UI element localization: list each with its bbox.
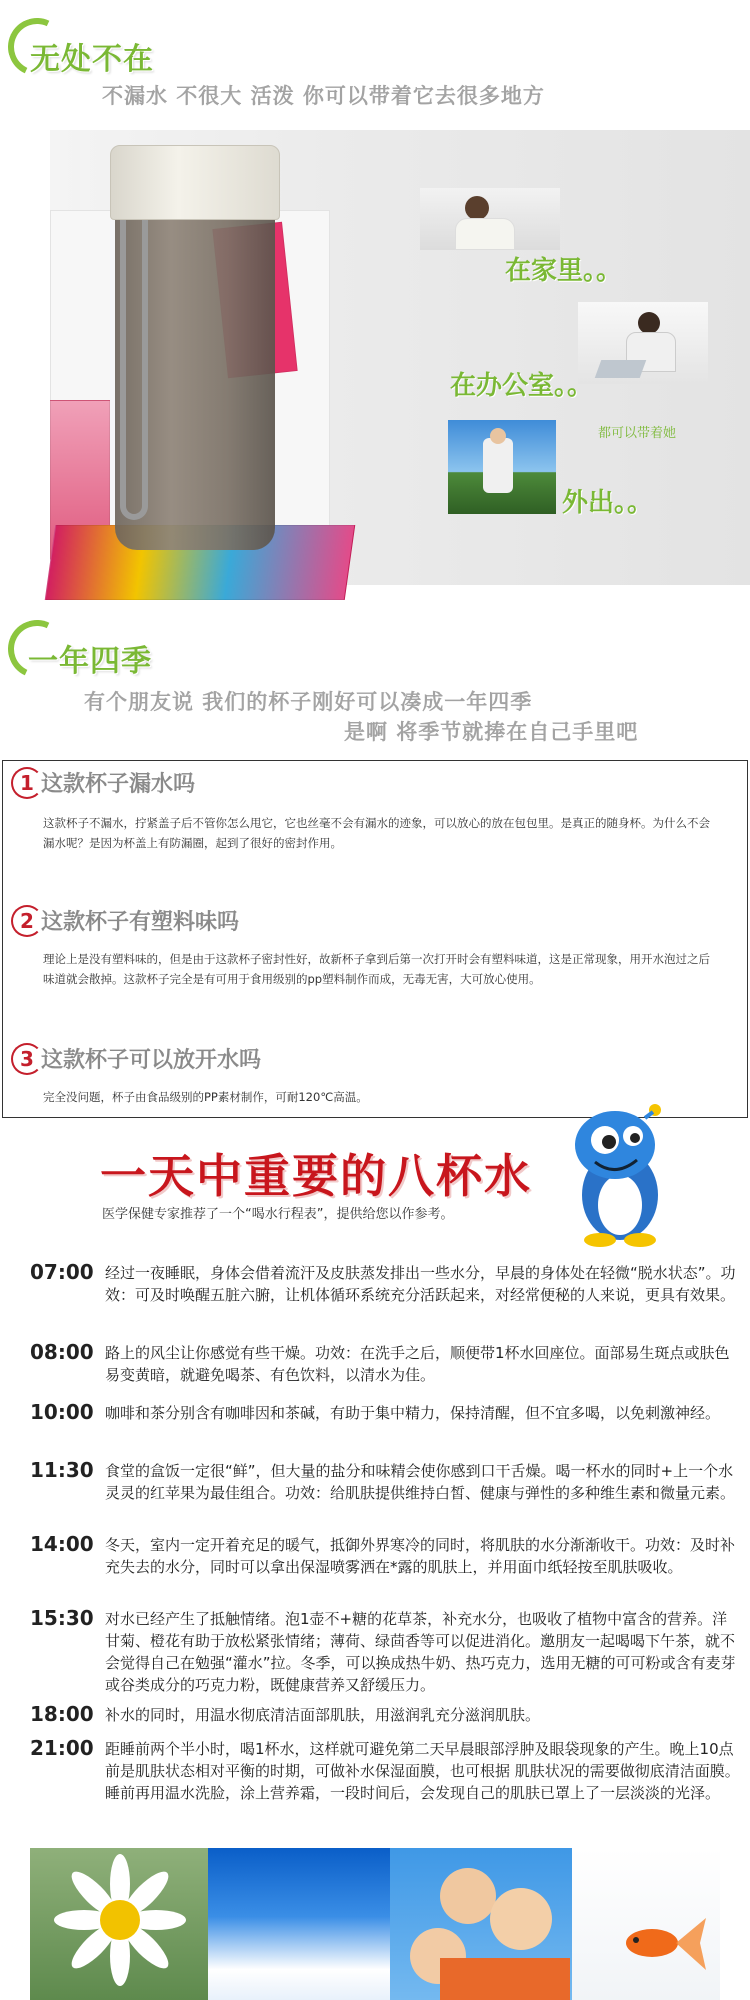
photo-home [420,188,560,250]
faq-number: 1 [11,767,43,799]
label-at-office: 在办公室。。 [450,371,594,401]
faq-question: 这款杯子有塑料味吗 [41,910,240,935]
schedule-text: 经过一夜睡眠，身体会借着流汗及皮肤蒸发排出一些水分，早晨的身体处在轻微“脱水状态”。功效：可及时唤醒五脏六腑，让机体循环系统充分活跃起来，对经常便秘的人来说，更具有效果。 [105,1264,736,1304]
schedule-item [30,1736,740,1830]
schedule-time: 10:00 [30,1400,94,1424]
section-title: 一年四季 [28,644,152,679]
mascot-icon [555,1100,685,1250]
schedule-time: 11:30 [30,1458,94,1482]
section-header-everywhere [0,0,750,120]
schedule-text: 冬天，室内一定开着充足的暖气，抵御外界寒冷的同时，将肌肤的水分渐渐收干。功效：及时补充失去的水分，同时可以拿出保湿喷雾洒在*露的肌肤上，并用面巾纸轻按至肌肤吸收。 [105,1536,736,1576]
faq-answer: 这款杯子不漏水，拧紧盖子后不管你怎么甩它，它也丝毫不会有漏水的迹象，可以放心的放在包包里。是真正的随身杯。为什么不会漏水呢？是因为杯盖上有防漏圈，起到了很好的密封作用。 [43,816,710,850]
section-title: 无处不在 [30,42,154,77]
photo-kids [390,1848,572,2000]
schedule-item [30,1702,720,1730]
photo-office [578,302,708,384]
schedule-item [30,1260,736,1330]
section-subtitle: 不漏水 不很大 活泼 你可以带着它去很多地方 [102,84,545,108]
faq-number: 3 [11,1043,43,1075]
label-outdoors: 外出。。 [562,488,654,518]
schedule-time: 21:00 [30,1736,94,1760]
schedule-item [30,1400,720,1450]
section-header-four-seasons [0,610,750,750]
schedule-text: 咖啡和茶分别含有咖啡因和茶碱，有助于集中精力，保持清醒，但不宜多喝，以免刺激神经。 [105,1404,721,1422]
photo-outdoors [448,420,556,514]
label-at-home: 在家里。。 [505,256,623,286]
label-carry-note: 都可以带着她 [598,426,677,441]
section-subtitle-line1: 有个朋友说 我们的杯子刚好可以凑成一年四季 [84,690,533,714]
schedule-text: 距睡前两个半小时，喝1杯水，这样就可避免第二天早晨眼部浮肿及眼袋现象的产生。晚上10点前是肌肤状态相对平衡的时期，可做补水保湿面膜，也可根据 肌肤状况的需要做彻底清洁面膜。睡前再用温水洗脸，涂上营养霜，一段时间后，会发现自己的肌肤已罩上了一层淡淡的光泽。 [105,1740,740,1802]
photo-goldfish [572,1848,720,2000]
schedule-time: 15:30 [30,1606,94,1630]
faq-number: 2 [11,905,43,937]
schedule-text: 对水已经产生了抵触情绪。泡1壶不+糖的花草茶，补充水分，也吸收了植物中富含的营养。洋甘菊、橙花有助于放松紧张情绪；薄荷、绿茴香等可以促进消化。邀朋友一起喝喝下午茶，就不会觉得自己在勉强“灌水”拉。冬季，可以换成热牛奶、热巧克力，选用无糖的可可粉或含有麦芽或谷类成分的巧克力粉，既健康营养又舒缓压力。 [105,1610,736,1694]
schedule-item [30,1532,736,1602]
schedule-time: 18:00 [30,1702,94,1726]
faq-answer: 完全没问题，杯子由食品级别的PP素材制作，可耐120℃高温。 [43,1090,368,1104]
schedule-text: 补水的同时，用温水彻底清洁面部肌肤，用滋润乳充分滋润肌肤。 [105,1706,541,1724]
schedule-time: 14:00 [30,1532,94,1556]
faq-question: 这款杯子漏水吗 [41,772,196,797]
cups-subtitle: 医学保健专家推荐了一个“喝水行程表”，提供给您以作参考。 [102,1207,454,1222]
schedule-text: 路上的风尘让你感觉有些干燥。功效：在洗手之后，顺便带1杯水回座位。面部易生斑点或肤色易变黄暗，就避免喝茶、有色饮料，以清水为佳。 [105,1344,730,1384]
schedule-item [30,1458,736,1528]
section-subtitle-line2: 是啊 将季节就捧在自己手里吧 [344,720,639,744]
bottle-cap [110,145,280,220]
faq-box [2,760,748,1118]
schedule-item [30,1340,730,1390]
schedule-text: 食堂的盒饭一定很“鲜”，但大量的盐分和味精会使你感到口干舌燥。喝一杯水的同时+上一个水灵灵的红苹果为最佳组合。功效：给肌肤提供维持白皙、健康与弹性的多种维生素和微量元素。 [105,1462,736,1502]
hero-banner [50,130,750,585]
cups-title: 一天中重要的八杯水 [100,1149,532,1203]
faq-question: 这款杯子可以放开水吗 [41,1048,262,1073]
schedule-time: 08:00 [30,1340,94,1364]
photo-daisy [30,1848,208,2000]
schedule-time: 07:00 [30,1260,94,1284]
faq-answer: 理论上是没有塑料味的，但是由于这款杯子密封性好，故新杯子拿到后第一次打开时会有塑料味道，这是正常现象，用开水泡过之后味道就会散掉。这款杯子完全是有可用于食用级别的pp塑料制作而成，无毒无害，大可放心使用。 [43,952,710,986]
photo-sky [208,1848,390,2000]
